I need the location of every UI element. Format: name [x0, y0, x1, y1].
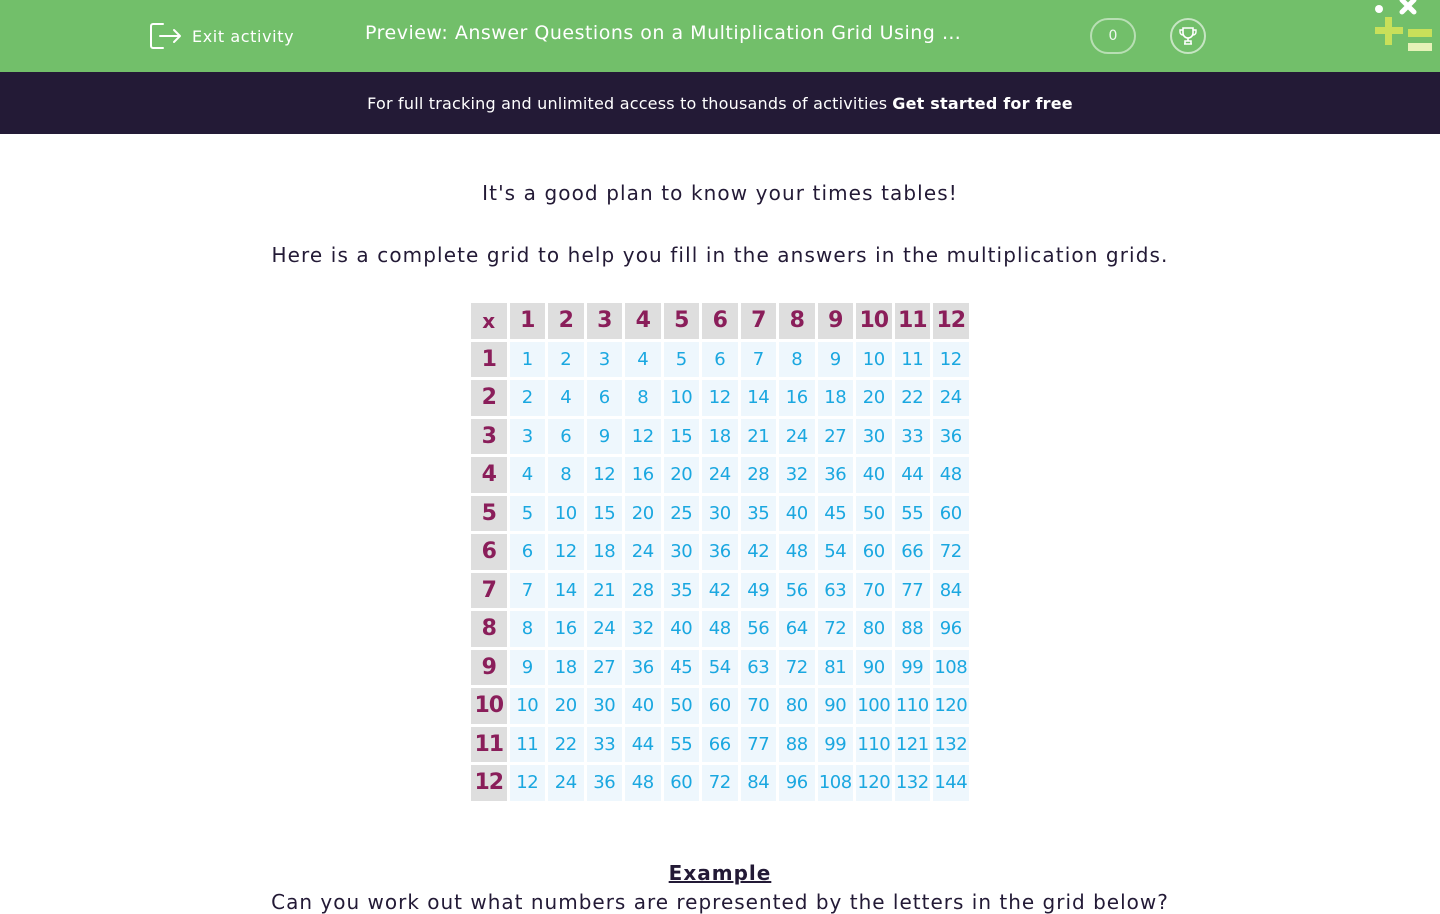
- grid-cell: 36: [702, 534, 738, 570]
- grid-cell: 132: [933, 727, 969, 763]
- grid-corner-cell: x: [471, 303, 507, 339]
- grid-cell: 30: [587, 688, 623, 724]
- grid-row-header: 7: [471, 573, 507, 609]
- grid-cell: 100: [856, 688, 892, 724]
- grid-cell: 30: [702, 496, 738, 532]
- grid-column-header: 5: [664, 303, 700, 339]
- grid-cell: 18: [818, 380, 854, 416]
- grid-cell: 9: [587, 419, 623, 455]
- grid-cell: 5: [510, 496, 546, 532]
- grid-cell: 63: [741, 650, 777, 686]
- grid-column-header: 8: [779, 303, 815, 339]
- grid-cell: 10: [510, 688, 546, 724]
- grid-row-header: 8: [471, 611, 507, 647]
- grid-cell: 88: [779, 727, 815, 763]
- top-bar: [0, 0, 1440, 72]
- grid-cell: 5: [664, 342, 700, 378]
- grid-column-header: 4: [625, 303, 661, 339]
- grid-cell: 72: [702, 765, 738, 801]
- grid-cell: 9: [818, 342, 854, 378]
- grid-cell: 63: [818, 573, 854, 609]
- grid-cell: 24: [779, 419, 815, 455]
- grid-cell: 55: [895, 496, 931, 532]
- grid-cell: 22: [548, 727, 584, 763]
- grid-cell: 7: [741, 342, 777, 378]
- grid-row: [471, 342, 969, 378]
- promo-text: For full tracking and unlimited access to thousands of activities: [367, 93, 888, 113]
- grid-cell: 60: [856, 534, 892, 570]
- grid-cell: 9: [510, 650, 546, 686]
- grid-cell: 84: [933, 573, 969, 609]
- trophy-icon: [1178, 26, 1198, 46]
- multiplication-table: [468, 300, 972, 804]
- grid-cell: 18: [702, 419, 738, 455]
- example-heading: Example: [668, 861, 772, 885]
- grid-cell: 6: [702, 342, 738, 378]
- grid-header-row: [471, 303, 969, 339]
- grid-cell: 32: [625, 611, 661, 647]
- grid-cell: 70: [856, 573, 892, 609]
- grid-cell: 10: [856, 342, 892, 378]
- grid-row: [471, 419, 969, 455]
- grid-row-header: 9: [471, 650, 507, 686]
- grid-cell: 48: [779, 534, 815, 570]
- grid-cell: 72: [818, 611, 854, 647]
- grid-row-header: 10: [471, 688, 507, 724]
- grid-cell: 35: [741, 496, 777, 532]
- grid-cell: 48: [625, 765, 661, 801]
- grid-cell: 8: [510, 611, 546, 647]
- grid-cell: 18: [548, 650, 584, 686]
- grid-cell: 55: [664, 727, 700, 763]
- grid-cell: 20: [856, 380, 892, 416]
- grid-cell: 49: [741, 573, 777, 609]
- grid-row: [471, 650, 969, 686]
- grid-row: [471, 573, 969, 609]
- grid-cell: 44: [625, 727, 661, 763]
- grid-cell: 64: [779, 611, 815, 647]
- grid-cell: 14: [548, 573, 584, 609]
- grid-cell: 7: [510, 573, 546, 609]
- grid-cell: 12: [587, 457, 623, 493]
- grid-cell: 99: [895, 650, 931, 686]
- grid-cell: 15: [664, 419, 700, 455]
- grid-row: [471, 688, 969, 724]
- grid-row: [471, 380, 969, 416]
- grid-column-header: 2: [548, 303, 584, 339]
- grid-cell: 45: [818, 496, 854, 532]
- grid-cell: 20: [548, 688, 584, 724]
- question-text: Can you work out what numbers are represented by the letters in the grid below?: [271, 890, 1169, 914]
- grid-cell: 50: [664, 688, 700, 724]
- grid-cell: 14: [741, 380, 777, 416]
- grid-cell: 45: [664, 650, 700, 686]
- grid-cell: 96: [933, 611, 969, 647]
- grid-cell: 40: [664, 611, 700, 647]
- grid-cell: 40: [625, 688, 661, 724]
- grid-cell: 42: [702, 573, 738, 609]
- grid-cell: 15: [587, 496, 623, 532]
- grid-cell: 77: [741, 727, 777, 763]
- grid-cell: 56: [779, 573, 815, 609]
- grid-cell: 36: [625, 650, 661, 686]
- grid-column-header: 1: [510, 303, 546, 339]
- grid-cell: 42: [741, 534, 777, 570]
- grid-row-header: 1: [471, 342, 507, 378]
- grid-row-header: 4: [471, 457, 507, 493]
- grid-row: [471, 457, 969, 493]
- grid-cell: 132: [895, 765, 931, 801]
- grid-cell: 10: [664, 380, 700, 416]
- logo-plus-minus-icon: [1368, 0, 1440, 56]
- grid-cell: 30: [856, 419, 892, 455]
- grid-cell: 27: [587, 650, 623, 686]
- grid-cell: 108: [818, 765, 854, 801]
- grid-cell: 16: [779, 380, 815, 416]
- grid-row: [471, 727, 969, 763]
- grid-cell: 24: [702, 457, 738, 493]
- grid-cell: 16: [548, 611, 584, 647]
- grid-column-header: 7: [741, 303, 777, 339]
- grid-cell: 28: [625, 573, 661, 609]
- grid-cell: 22: [895, 380, 931, 416]
- intro-text-1: It's a good plan to know your times tables!: [482, 181, 958, 205]
- grid-row: [471, 765, 969, 801]
- grid-cell: 96: [779, 765, 815, 801]
- grid-cell: 108: [933, 650, 969, 686]
- grid-cell: 30: [664, 534, 700, 570]
- activity-title: Preview: Answer Questions on a Multiplication Grid Using …: [365, 22, 962, 44]
- grid-cell: 12: [548, 534, 584, 570]
- grid-cell: 12: [510, 765, 546, 801]
- grid-cell: 81: [818, 650, 854, 686]
- grid-cell: 36: [587, 765, 623, 801]
- grid-cell: 88: [895, 611, 931, 647]
- grid-cell: 8: [625, 380, 661, 416]
- grid-cell: 8: [548, 457, 584, 493]
- grid-cell: 12: [625, 419, 661, 455]
- grid-cell: 1: [510, 342, 546, 378]
- grid-cell: 12: [933, 342, 969, 378]
- grid-cell: 48: [933, 457, 969, 493]
- exit-icon: [149, 21, 183, 51]
- grid-row-header: 11: [471, 727, 507, 763]
- grid-cell: 11: [510, 727, 546, 763]
- grid-cell: 11: [895, 342, 931, 378]
- grid-cell: 84: [741, 765, 777, 801]
- score-badge: 0: [1090, 18, 1136, 54]
- grid-cell: 35: [664, 573, 700, 609]
- grid-row-header: 12: [471, 765, 507, 801]
- grid-cell: 20: [664, 457, 700, 493]
- grid-cell: 3: [510, 419, 546, 455]
- grid-cell: 24: [548, 765, 584, 801]
- grid-cell: 80: [779, 688, 815, 724]
- grid-row: [471, 611, 969, 647]
- grid-cell: 6: [510, 534, 546, 570]
- grid-cell: 4: [625, 342, 661, 378]
- grid-column-header: 11: [895, 303, 931, 339]
- grid-cell: 144: [933, 765, 969, 801]
- grid-cell: 120: [856, 765, 892, 801]
- grid-cell: 56: [741, 611, 777, 647]
- grid-cell: 28: [741, 457, 777, 493]
- grid-cell: 54: [702, 650, 738, 686]
- grid-cell: 18: [587, 534, 623, 570]
- grid-cell: 4: [510, 457, 546, 493]
- grid-cell: 6: [548, 419, 584, 455]
- trophy-button[interactable]: [1170, 18, 1206, 54]
- grid-column-header: 6: [702, 303, 738, 339]
- grid-cell: 44: [895, 457, 931, 493]
- grid-cell: 66: [895, 534, 931, 570]
- grid-row-header: 5: [471, 496, 507, 532]
- grid-cell: 20: [625, 496, 661, 532]
- grid-cell: 54: [818, 534, 854, 570]
- grid-cell: 70: [741, 688, 777, 724]
- grid-cell: 60: [933, 496, 969, 532]
- grid-row-header: 6: [471, 534, 507, 570]
- grid-cell: 48: [702, 611, 738, 647]
- grid-cell: 16: [625, 457, 661, 493]
- grid-cell: 90: [856, 650, 892, 686]
- grid-cell: 33: [895, 419, 931, 455]
- grid-cell: 2: [510, 380, 546, 416]
- grid-cell: 72: [933, 534, 969, 570]
- grid-cell: 120: [933, 688, 969, 724]
- grid-row-header: 3: [471, 419, 507, 455]
- grid-cell: 32: [779, 457, 815, 493]
- grid-cell: 8: [779, 342, 815, 378]
- grid-cell: 25: [664, 496, 700, 532]
- grid-column-header: 12: [933, 303, 969, 339]
- intro-text-2: Here is a complete grid to help you fill in the answers in the multiplication grids.: [271, 243, 1169, 267]
- grid-cell: 40: [856, 457, 892, 493]
- grid-cell: 50: [856, 496, 892, 532]
- grid-column-header: 9: [818, 303, 854, 339]
- grid-cell: 110: [856, 727, 892, 763]
- grid-cell: 121: [895, 727, 931, 763]
- grid-cell: 24: [933, 380, 969, 416]
- grid-row: [471, 534, 969, 570]
- grid-cell: 24: [625, 534, 661, 570]
- grid-cell: 99: [818, 727, 854, 763]
- grid-cell: 40: [779, 496, 815, 532]
- multiplication-grid: [471, 303, 969, 801]
- grid-cell: 60: [702, 688, 738, 724]
- grid-column-header: 10: [856, 303, 892, 339]
- grid-cell: 24: [587, 611, 623, 647]
- promo-banner: [0, 72, 1440, 134]
- grid-cell: 110: [895, 688, 931, 724]
- grid-cell: 80: [856, 611, 892, 647]
- grid-cell: 36: [933, 419, 969, 455]
- grid-cell: 21: [587, 573, 623, 609]
- exit-activity-button[interactable]: [149, 20, 294, 52]
- grid-cell: 27: [818, 419, 854, 455]
- grid-cell: 12: [702, 380, 738, 416]
- grid-cell: 10: [548, 496, 584, 532]
- grid-column-header: 3: [587, 303, 623, 339]
- grid-cell: 33: [587, 727, 623, 763]
- grid-cell: 36: [818, 457, 854, 493]
- grid-cell: 6: [587, 380, 623, 416]
- grid-cell: 3: [587, 342, 623, 378]
- grid-cell: 66: [702, 727, 738, 763]
- grid-cell: 21: [741, 419, 777, 455]
- grid-cell: 72: [779, 650, 815, 686]
- get-started-link[interactable]: Get started for free: [892, 93, 1073, 113]
- grid-cell: 60: [664, 765, 700, 801]
- grid-row: [471, 496, 969, 532]
- grid-cell: 90: [818, 688, 854, 724]
- grid-row-header: 2: [471, 380, 507, 416]
- exit-activity-label: Exit activity: [192, 26, 295, 46]
- grid-cell: 2: [548, 342, 584, 378]
- grid-cell: 77: [895, 573, 931, 609]
- grid-cell: 4: [548, 380, 584, 416]
